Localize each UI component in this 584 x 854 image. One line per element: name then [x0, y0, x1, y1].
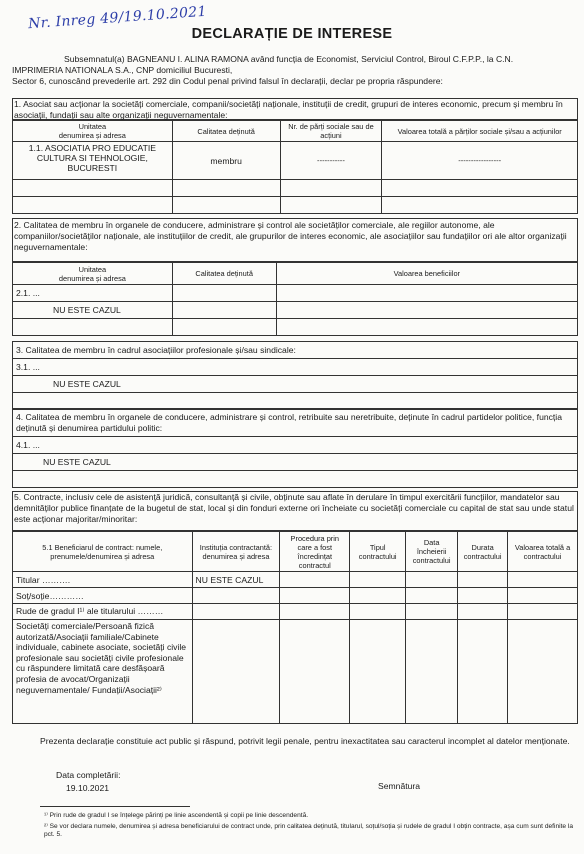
s5-empty-cell: [192, 588, 280, 604]
s1-col-calitatea: Calitatea deținută: [172, 121, 280, 142]
s1-empty-cell: [382, 180, 578, 197]
s2-empty-cell: [13, 319, 173, 336]
signature-label: Semnătura: [378, 781, 421, 791]
s1-empty-cell: [13, 180, 173, 197]
section-1-table: [12, 120, 578, 214]
section-5-heading: 5. Contracte, inclusiv cele de asistență juridică, consultanță și civile, obținute sau aflate în derulare în timpul exercitării funcțiilor, mandatelor sau demnităților publice finanțate de la bugetul de stat, local și din fonduri externe ori încheiate cu societăți comerciale cu capital de stat sau unde statul este acționar majoritar/minoritar:: [14, 492, 574, 524]
s5-row-societati: Societăți comerciale/Persoană fizică autorizată/Asociații familiale/Cabinete individuale, cabinete asociate, societăți civile profesionale sau societăți civile profesionale cu răspundere limitată care desfășoară profesia de avocat/Organizații neguvernamentale/ Fundații/Asociații²⁾: [13, 620, 193, 724]
s1-col-nr-parti: Nr. de părți sociale sau de acțiuni: [280, 121, 382, 142]
section-5-table: [12, 531, 578, 724]
s5-empty-cell: [350, 588, 406, 604]
s5-col-durata: Durata contractului: [458, 532, 508, 572]
s5-empty-cell: [280, 620, 350, 724]
s2-empty-cell: [276, 302, 577, 319]
s5-empty-cell: [406, 604, 458, 620]
footnote-divider: [40, 806, 190, 807]
s5-empty-cell: [280, 572, 350, 588]
s5-empty-cell: [458, 588, 508, 604]
section-4-heading: 4. Calitatea de membru în organele de conducere, administrare și control, retribuite sau neretribuite, deținute în cadrul partidelor politice, funcția deținută și denumirea partidului politic:: [13, 409, 578, 437]
s5-col-institutia: Instituția contractantă: denumirea și adresa: [192, 532, 280, 572]
s5-empty-cell: [406, 572, 458, 588]
section-3-heading: 3. Calitatea de membru în cadrul asociațiilor profesionale și/sau sindicale:: [13, 342, 578, 359]
intro-line-3: Sector 6, cunoscând prevederile art. 292 din Codul penal privind falsul în declarații, declar pe propria răspundere:: [12, 76, 443, 86]
s1-empty-cell: [280, 180, 382, 197]
s5-empty-cell: [280, 588, 350, 604]
section-3-table: [12, 341, 578, 410]
s2-col-unitatea: Unitatea denumirea și adresa: [13, 263, 173, 285]
s1-empty-cell: [382, 197, 578, 214]
s3-empty-row: [13, 393, 578, 410]
s5-empty-cell: [458, 604, 508, 620]
s5-empty-cell: [458, 620, 508, 724]
footnote-1: ¹⁾ Prin rude de gradul I se înțelege părinți pe linie ascendentă și copii pe linie descendentă.: [44, 812, 309, 819]
s5-col-valoarea: Valoarea totală a contractului: [508, 532, 578, 572]
s2-empty-cell: [172, 285, 276, 302]
s5-row-titular: Titular ……….: [13, 572, 193, 588]
s5-empty-cell: [350, 604, 406, 620]
s2-not-applicable: NU ESTE CAZUL: [13, 302, 173, 319]
s5-not-applicable: NU ESTE CAZUL: [192, 572, 280, 588]
s5-empty-cell: [458, 572, 508, 588]
s1-empty-cell: [13, 197, 173, 214]
section-4-table: [12, 408, 578, 488]
date-label: Data completării:: [56, 770, 121, 780]
document-title: DECLARAȚIE DE INTERESE: [191, 26, 393, 42]
s5-empty-cell: [508, 604, 578, 620]
date-value: 19.10.2021: [66, 783, 110, 793]
s5-empty-cell: [406, 588, 458, 604]
s2-row-number: 2.1. ...: [13, 285, 173, 302]
s5-row-rude: Rude de gradul I¹⁾ ale titularului ………: [13, 604, 193, 620]
s5-empty-cell: [192, 620, 280, 724]
footnote-2: ²⁾ Se vor declara numele, denumirea și adresa beneficiarului de contract unde, prin calitatea deținută, titularul, soțul/soția și rudele de gradul I obțin contracte, așa cum sunt definite la pct. 5.: [44, 823, 574, 838]
s5-empty-cell: [508, 588, 578, 604]
s1-empty-cell: [172, 180, 280, 197]
s5-col-beneficiar: 5.1 Beneficiarul de contract: numele, prenumele/denumirea și adresa: [13, 532, 193, 572]
s4-empty-row: [13, 471, 578, 488]
s1-row-valoare: -----------------: [382, 142, 578, 180]
intro-line-2: IMPRIMERIA NATIONALA S.A., CNP domiciliul Bucuresti,: [12, 65, 233, 75]
s2-empty-cell: [172, 319, 276, 336]
s5-empty-cell: [508, 620, 578, 724]
s1-empty-cell: [280, 197, 382, 214]
s5-col-data: Data încheierii contractului: [406, 532, 458, 572]
s1-row-calitate: membru: [172, 142, 280, 180]
s4-row-number: 4.1. ...: [13, 437, 578, 454]
s5-empty-cell: [280, 604, 350, 620]
registration-handnote: Nr. Inreg 49/19.10.2021: [27, 3, 208, 33]
section-2-heading: 2. Calitatea de membru în organele de conducere, administrare și control ale societăților comerciale, ale regiilor autonome, ale companiilor/societăților naționale, ale instituțiilor de credit, ale grupurilor de interes economic, ale asociațiilor sau fundațiilor ori ale altor organizații neguvernamentale:: [14, 220, 567, 252]
s3-row-number: 3.1. ...: [13, 359, 578, 376]
s2-col-valoarea: Valoarea beneficiilor: [276, 263, 577, 285]
s5-empty-cell: [508, 572, 578, 588]
section-1-heading: 1. Asociat sau acționar la societăți comerciale, companii/societăți naționale, instituții de credit, grupuri de interes economic, precum și membru în asociații, fundații sau alte organizații neguvernamentale:: [14, 99, 563, 120]
intro-line-1: Subsemnatul(a) BAGNEANU I. ALINA RAMONA având funcția de Economist, Serviciul Control, Biroul C.F.P.P., la C.N.: [64, 54, 514, 64]
s1-row-unitate: 1.1. ASOCIATIA PRO EDUCATIE CULTURA SI TEHNOLOGIE, BUCURESTI: [13, 142, 173, 180]
s1-row-nr-parti: -----------: [280, 142, 382, 180]
s5-col-tipul: Tipul contractului: [350, 532, 406, 572]
s5-empty-cell: [406, 620, 458, 724]
s5-empty-cell: [350, 620, 406, 724]
s2-empty-cell: [172, 302, 276, 319]
s5-empty-cell: [192, 604, 280, 620]
s5-row-sot: Soț/soție…………: [13, 588, 193, 604]
closing-statement: Prezenta declarație constituie act public și răspund, potrivit legii penale, pentru inexactitatea sau caracterul incomplet al datelor menționate.: [40, 736, 570, 746]
s1-col-unitatea: Unitatea denumirea și adresa: [13, 121, 173, 142]
s2-empty-cell: [276, 285, 577, 302]
s3-not-applicable: NU ESTE CAZUL: [13, 376, 578, 393]
s1-col-valoarea: Valoarea totală a părților sociale și/sau a acțiunilor: [382, 121, 578, 142]
intro-paragraph: [12, 54, 578, 87]
s4-not-applicable: NU ESTE CAZUL: [13, 454, 578, 471]
s1-empty-cell: [172, 197, 280, 214]
s5-empty-cell: [350, 572, 406, 588]
s2-col-calitatea: Calitatea deținută: [172, 263, 276, 285]
s2-empty-cell: [276, 319, 577, 336]
section-2-table: [12, 262, 578, 336]
s5-col-procedura: Procedura prin care a fost încredințat contractul: [280, 532, 350, 572]
